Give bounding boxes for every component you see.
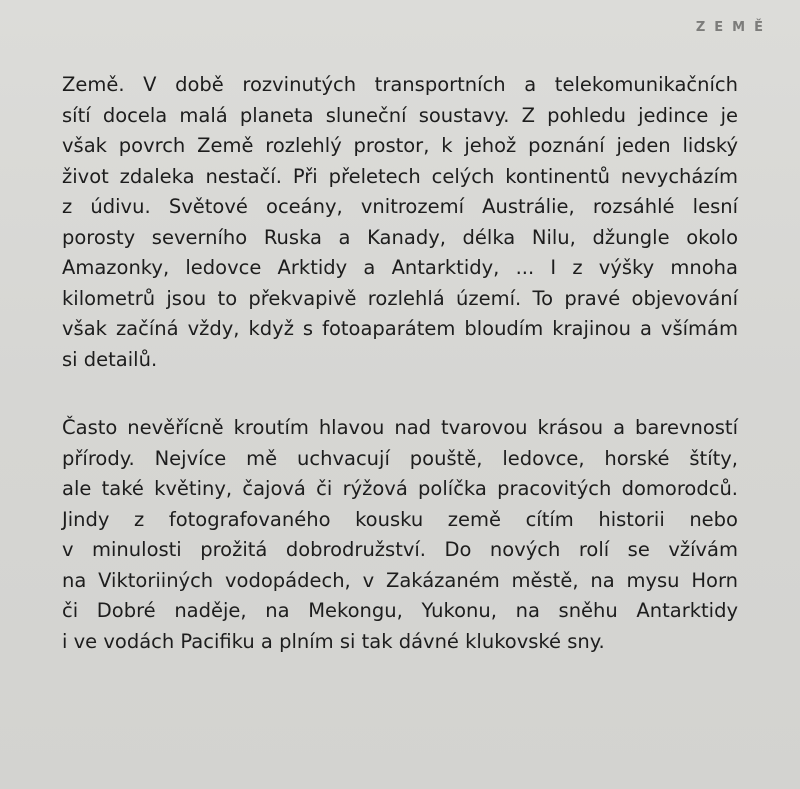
text-line: z údivu. Světové oceány, vnitrozemí Austrálie, rozsáhlé lesní: [62, 195, 738, 218]
text-line: Často nevěřícně kroutím hlavou nad tvarovou krásou a barevností: [62, 416, 738, 439]
text-line: ale také květiny, čajová či rýžová políčka pracovitých domorodců.: [62, 477, 738, 500]
text-line: v minulosti prožitá dobrodružství. Do nových rolí se vžívám: [62, 538, 738, 561]
text-line: porosty severního Ruska a Kanady, délka Nilu, džungle okolo: [62, 225, 738, 249]
text-line: však začíná vždy, když s fotoaparátem bloudím krajinou a všímám: [62, 317, 738, 340]
text-line: či Dobré naděje, na Mekongu, Yukonu, na sněhu Antarktidy: [62, 599, 738, 622]
running-head: ZEMĚ: [695, 20, 772, 35]
text-line: Země. V době rozvinutých transportních a telekomunikačních: [62, 73, 738, 96]
text-line: si detailů.: [62, 347, 158, 371]
text-line: Jindy z fotografovaného kousku země cítím historii nebo: [62, 507, 738, 531]
text-line: sítí docela malá planeta sluneční soustavy. Z pohledu jedince je: [62, 103, 738, 127]
body-text: [62, 70, 738, 657]
text-line: kilometrů jsou to překvapivě rozlehlá území. To pravé objevování: [62, 286, 738, 310]
text-line: na Viktoriiných vodopádech, v Zakázaném městě, na mysu Horn: [62, 568, 738, 592]
text-line: však povrch Země rozlehlý prostor, k jehož poznání jeden lidský: [62, 134, 738, 157]
text-line: Amazonky, ledovce Arktidy a Antarktidy, ... I z výšky mnoha: [62, 256, 738, 279]
text-line: přírody. Nejvíce mě uchvacují pouště, ledovce, horské štíty,: [62, 446, 738, 470]
paragraph-1: [62, 70, 738, 375]
text-line: život zdaleka nestačí. Při přeletech celých kontinentů nevycházím: [62, 164, 738, 188]
paragraph-2: [62, 413, 738, 657]
text-line: i ve vodách Pacifiku a plním si tak dávné klukovské sny.: [62, 629, 605, 653]
